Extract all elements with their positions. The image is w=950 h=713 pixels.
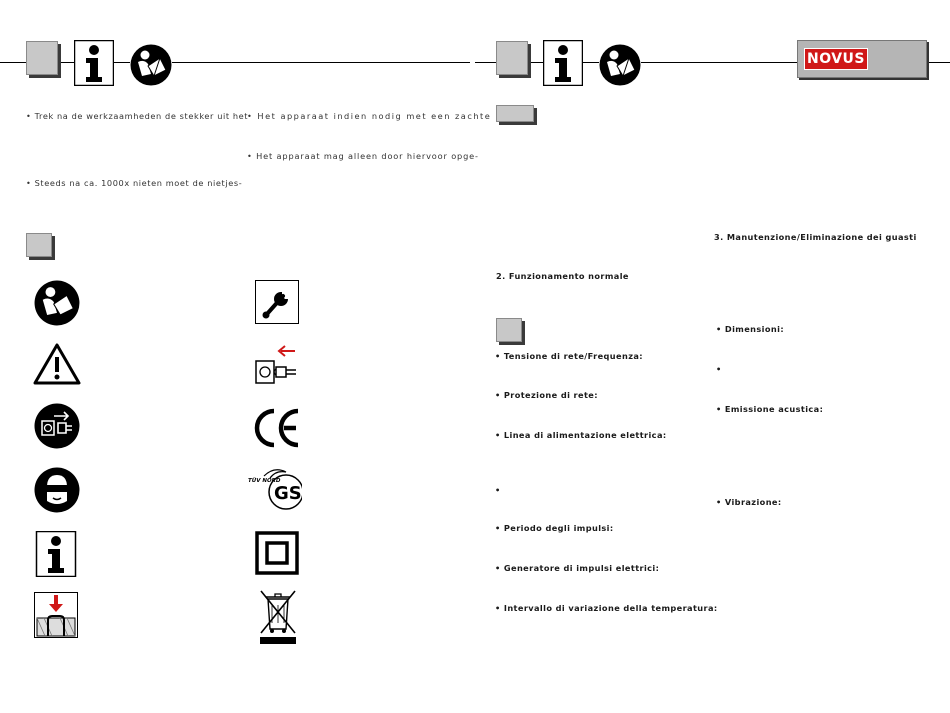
paragraph: • Steeds na ca. 1000x nieten moet de nietjes- xyxy=(26,178,243,188)
read-manual-icon xyxy=(130,44,172,86)
section-marker-box xyxy=(496,105,534,122)
header-rule-left xyxy=(0,62,470,63)
svg-text:TÜV NORD: TÜV NORD xyxy=(248,478,281,484)
section-marker-box xyxy=(26,41,58,75)
spec-label: • Linea di alimentazione elettrica: xyxy=(495,430,667,440)
spec-label: • Emissione acustica: xyxy=(716,404,824,414)
ce-mark-icon xyxy=(252,407,302,453)
weee-bin-icon xyxy=(257,587,299,649)
info-icon xyxy=(35,531,77,581)
warning-triangle-icon xyxy=(33,342,81,390)
safety-glasses-icon xyxy=(34,467,80,517)
spec-label: • xyxy=(716,364,722,374)
disconnect-plug-icon xyxy=(255,345,301,391)
spec-label: • Vibrazione: xyxy=(716,497,782,507)
paragraph: • Het apparaat indien nodig met een zachte xyxy=(247,111,492,121)
info-icon xyxy=(74,40,114,86)
spec-label: • Protezione di rete: xyxy=(495,390,598,400)
info-icon xyxy=(543,40,583,86)
spec-label: • xyxy=(495,485,501,495)
spec-label: • Tensione di rete/Frequenza: xyxy=(495,351,643,361)
section-heading-operation: 2. Funzionamento normale xyxy=(496,271,629,281)
tuv-gs-icon xyxy=(246,466,302,516)
read-manual-icon xyxy=(34,280,80,330)
spec-label: • Periodo degli impulsi: xyxy=(495,523,614,533)
spec-label: • Dimensioni: xyxy=(716,324,785,334)
wrench-icon xyxy=(255,280,299,328)
unplug-icon xyxy=(34,403,80,453)
spec-label: • Intervallo di variazione della temperatura: xyxy=(495,603,718,613)
section-marker-box xyxy=(26,233,52,257)
staple-icon xyxy=(34,592,78,642)
section-marker-box xyxy=(496,318,522,342)
svg-text:GS: GS xyxy=(274,483,302,504)
section-marker-box xyxy=(496,41,528,75)
double-insulation-icon xyxy=(255,531,299,579)
paragraph: • Het apparaat mag alleen door hiervoor opge- xyxy=(247,151,479,161)
section-heading-maintenance: 3. Manutenzione/Eliminazione dei guasti xyxy=(714,232,917,242)
paragraph: • Trek na de werkzaamheden de stekker uit het xyxy=(26,111,249,121)
brand-logo xyxy=(797,40,927,78)
spec-label: • Generatore di impulsi elettrici: xyxy=(495,563,660,573)
read-manual-icon xyxy=(599,44,641,86)
brand-name: NOVUS xyxy=(804,48,868,70)
